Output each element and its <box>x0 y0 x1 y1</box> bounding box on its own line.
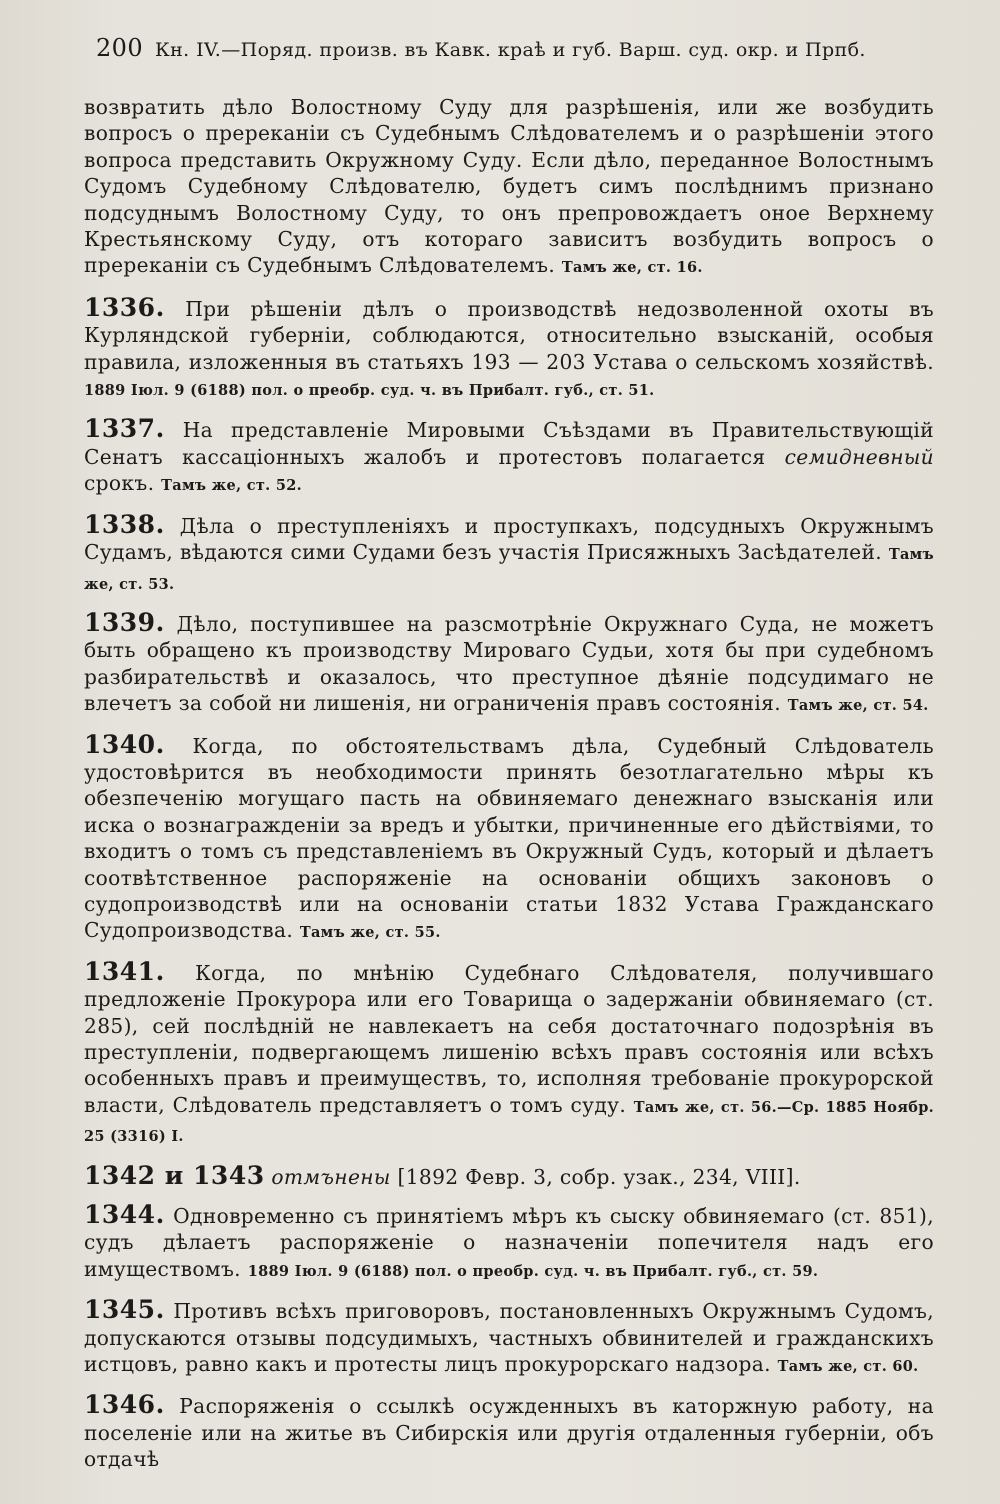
article-1342-1343 <box>84 1160 934 1190</box>
article-text: Дѣла о преступленіяхъ и проступкахъ, подсудныхъ Окружнымъ Судамъ, вѣдаются сими Судами безъ участія Присяжныхъ Засѣдателей. <box>84 513 934 565</box>
article-1344 <box>84 1202 934 1285</box>
article-citation: Тамъ же, ст. 52. <box>161 477 303 495</box>
article-number: 1340. <box>84 729 165 759</box>
article-number: 1337. <box>84 414 165 444</box>
article-text: Противъ всѣхъ приговоровъ, постановленныхъ Окружнымъ Судомъ, допускаются отзывы подсудимыхъ, частныхъ обвинителей и гражданскихъ истцовъ, равно какъ и протесты лицъ прокурорскаго надзора. <box>84 1299 934 1377</box>
article-1340 <box>84 729 934 947</box>
article-number: 1344. <box>84 1200 165 1230</box>
article-number: 1339. <box>84 607 165 637</box>
running-header <box>96 34 876 62</box>
article-text: При рѣшеніи дѣлъ о производствѣ недозволенной охоты въ Курляндской губерніи, соблюдаются, относительно взысканій, особыя правила, изложенныя въ статьяхъ 193 — 203 Устава о сельскомъ хозяйствѣ. <box>84 296 934 374</box>
article-1338 <box>84 509 934 598</box>
article-citation: Тамъ же, ст. 54. <box>787 697 929 715</box>
article-citation: Тамъ же, ст. 16. <box>561 259 703 277</box>
article-1339 <box>84 607 934 720</box>
article-text: возвратить дѣло Волостному Суду для разрѣшенія, или же возбудить вопросъ о пререканіи съ Судебнымъ Слѣдователемъ и о разрѣшеніи этого вопроса представить Окружному Суду. Если дѣло, переданное Волостнымъ Судомъ Судебному Слѣдователю, будетъ симъ послѣднимъ признано подсуднымъ Волостному Суду, то онъ препровождаетъ оное Верхнему Крестьянскому Суду, отъ котораго зависитъ возбудить вопросъ о пререканіи съ Судебнымъ Слѣдователемъ. <box>84 95 934 278</box>
article-1336 <box>84 292 934 405</box>
article-number: 1342 и 1343 <box>84 1160 265 1190</box>
article-italic-term: семидневный <box>784 444 934 469</box>
article-1341 <box>84 956 934 1151</box>
article-number: 1338. <box>84 509 165 539</box>
article-citation: Тамъ же, ст. 55. <box>299 924 441 942</box>
article-text: Дѣло, поступившее на разсмотрѣніе Окружнаго Суда, не можетъ быть обращено къ производству Мироваго Судьи, хотя бы при судебномъ разбирательствѣ и оказалось, что преступное дѣяніе подсудимаго не влечетъ за собой ни лишенія, ни ограниченія правъ состоянія. <box>84 611 934 716</box>
article-text: Когда, по обстоятельствамъ дѣла, Судебный Слѣдователь удостовѣрится въ необходимости принять безотлагательно мѣры къ обезпеченію могущаго пасть на обвиняемаго денежнаго взысканія или иска о вознагражденіи за вредъ и убытки, причиненные его дѣйствіями, то входитъ о томъ съ представленіемъ въ Окружный Судъ, который и дѣлаетъ соотвѣтственное распоряженіе на основаніи общихъ законовъ о судопроизводствѣ или на основаніи статьи 1832 Устава Гражданскаго Судопроизводства. <box>84 733 934 943</box>
article-1337 <box>84 416 934 499</box>
article-text: Распоряженія о ссылкѣ осужденныхъ въ каторжную работу, на поселеніе или на житье въ Сибирскія или другія отдаленныя губерніи, объ отдачѣ <box>84 1394 934 1472</box>
article-text: Когда, по мнѣнію Судебнаго Слѣдователя, получившаго предложеніе Прокурора или его Товарища о задержаніи обвиняемаго (ст. 285), сей послѣдній не навлекаетъ на себя достаточнаго подозрѣнія въ преступленіи, подвергающемъ лишенію всѣхъ правъ состоянія или всѣхъ особенныхъ правъ и преимуществъ, то, исполняя требованіе прокурорской власти, Слѣдователь представляетъ о томъ суду. <box>84 960 934 1117</box>
article-number: 1346. <box>84 1390 165 1420</box>
article-text-end: срокъ. <box>84 471 155 496</box>
article-italic-term: отмънены <box>271 1164 391 1189</box>
article-text-end: [1892 Февр. 3, собр. узак., 234, VIII]. <box>397 1164 801 1189</box>
article-number: 1345. <box>84 1295 165 1325</box>
article-1346 <box>84 1392 934 1472</box>
running-title: Кн. IV.—Поряд. произв. въ Кавк. краѣ и губ. Варш. суд. окр. и Прпб. <box>155 39 866 61</box>
article-citation: Тамъ же, ст. 60. <box>777 1358 919 1376</box>
article-citation: 1889 Іюл. 9 (6188) пол. о преобр. суд. ч. въ Прибалт. губ., ст. 51. <box>84 382 655 400</box>
page-number: 200 <box>96 34 144 62</box>
article-citation: Тамъ же, ст. 56.—Ср. 1885 Ноябр. 25 (3316) I. <box>84 1098 934 1146</box>
article-continuation <box>84 94 934 282</box>
article-citation: Тамъ же, ст. 53. <box>84 546 934 593</box>
article-number: 1341. <box>84 956 165 986</box>
article-text: На представленіе Мировыми Съѣздами въ Правительствующій Сенатъ кассаціонныхъ жалобъ и протестовъ полагается <box>84 418 934 469</box>
document-body <box>84 94 934 1485</box>
article-text: Одновременно съ принятіемъ мѣръ къ сыску обвиняемаго (ст. 851), судъ дѣлаетъ распоряженіе о назначеніи попечителя надъ его имуществомъ. <box>84 1204 934 1281</box>
article-citation: 1889 Іюл. 9 (6188) пол. о преобр. суд. ч. въ Прибалт. губ., ст. 59. <box>247 1262 819 1280</box>
article-number: 1336. <box>84 292 165 322</box>
article-1345 <box>84 1297 934 1380</box>
